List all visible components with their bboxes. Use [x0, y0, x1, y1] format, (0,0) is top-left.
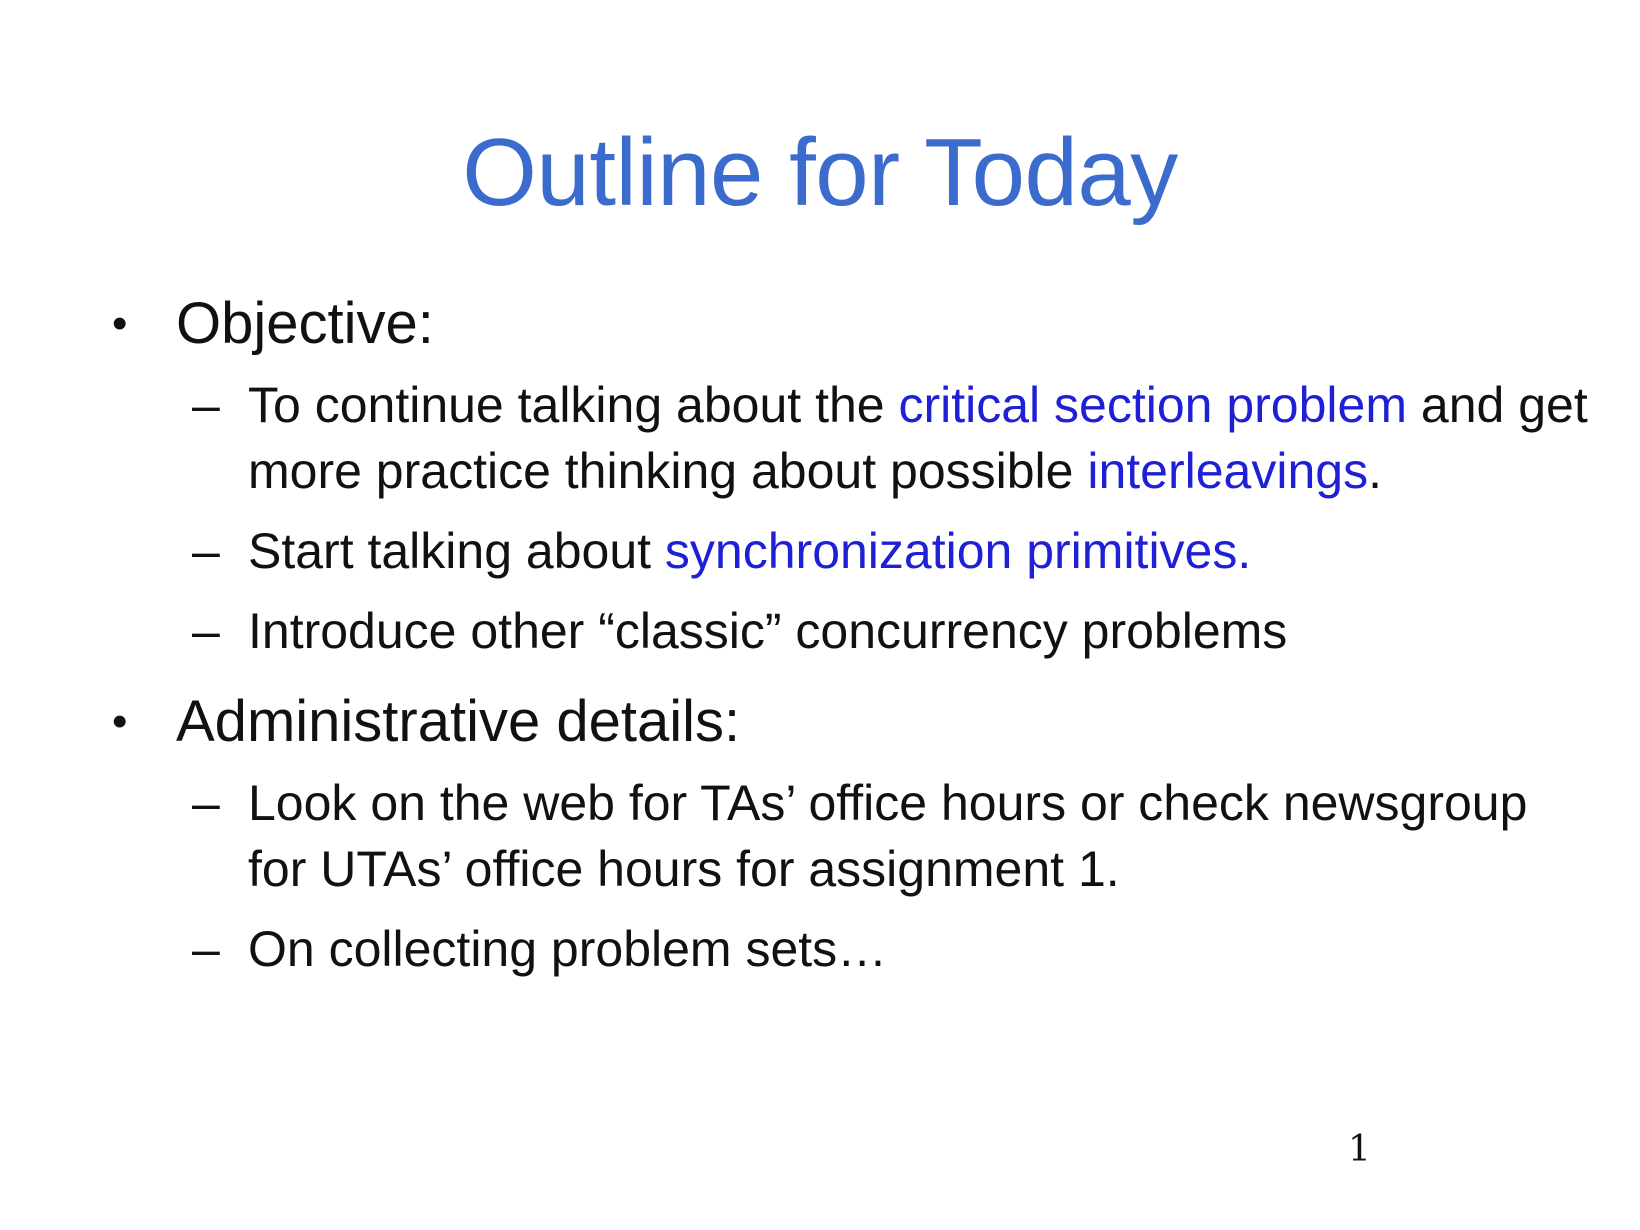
objective-sub-list: [108, 372, 1588, 664]
dash-icon: –: [192, 921, 220, 977]
bullet-icon: •: [112, 299, 128, 348]
objective-item-1: [108, 372, 1588, 504]
dash-icon: –: [192, 775, 220, 831]
bullet-admin: [108, 688, 1588, 756]
section-heading-objective: Objective:: [176, 291, 434, 356]
dash-icon: –: [192, 603, 220, 659]
objective-item-1-text-before: To continue talking about the: [248, 377, 899, 433]
admin-item-1: [108, 770, 1588, 902]
page-number: 1: [1348, 1129, 1371, 1170]
admin-item-2: [108, 916, 1588, 982]
dash-icon: –: [192, 523, 220, 579]
section-admin: [108, 688, 1588, 982]
objective-item-1-text-middle: and get more practice thinking about possible: [248, 377, 1588, 499]
admin-item-2-text: On collecting problem sets…: [248, 921, 888, 977]
highlight-synchronization-primitives: synchronization primitives.: [664, 523, 1252, 579]
objective-item-2-text-before: Start talking about: [248, 523, 665, 579]
highlight-interleavings: interleavings: [1087, 443, 1369, 499]
bullet-objective: [108, 290, 1588, 358]
objective-item-1-text-after: .: [1368, 443, 1382, 499]
bullet-icon: •: [112, 697, 128, 746]
section-objective: [108, 290, 1588, 664]
admin-item-1-text: Look on the web for TAs’ office hours or check newsgroup for UTAs’ office hours for assignment 1.: [248, 775, 1528, 897]
admin-sub-list: [108, 770, 1588, 982]
dash-icon: –: [192, 377, 220, 433]
objective-item-3: [108, 598, 1588, 664]
highlight-critical-section-problem: critical section problem: [898, 377, 1407, 433]
objective-item-2: [108, 518, 1588, 584]
slide-content: [108, 290, 1588, 982]
slide-title: Outline for Today: [462, 119, 1178, 226]
objective-item-3-text: Introduce other “classic” concurrency problems: [248, 603, 1288, 659]
section-heading-admin: Administrative details:: [176, 689, 741, 754]
